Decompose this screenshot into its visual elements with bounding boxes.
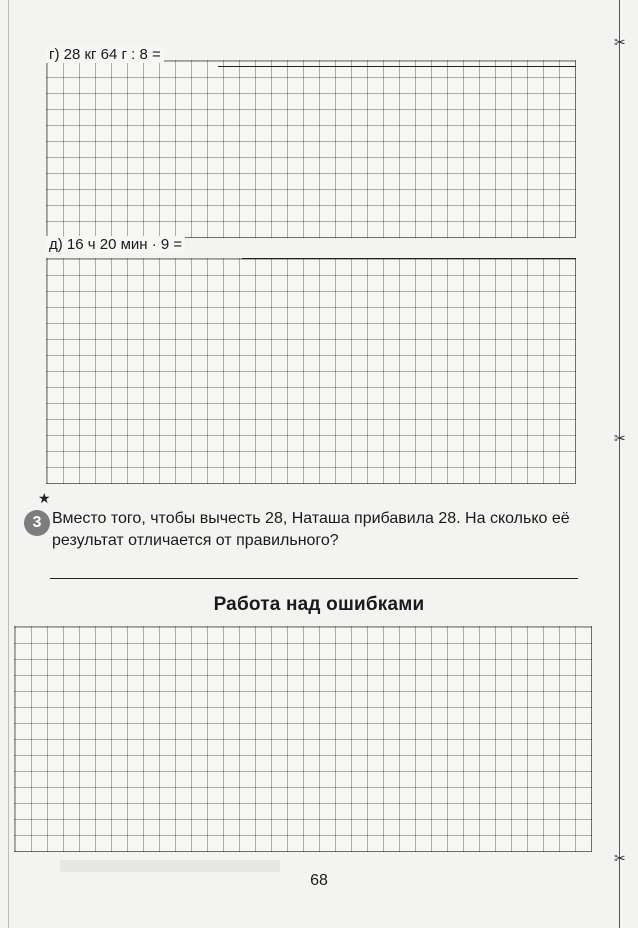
scissors-icon: ✂ [614,34,626,50]
scissors-icon: ✂ [614,850,626,866]
task-3-text: Вместо того, чтобы вычесть 28, Наташа прибавила 28. На сколько её результат отличается от правильного? [52,510,570,549]
answer-line-task3[interactable] [50,578,578,579]
task-number-badge: 3 [24,510,50,536]
task-g-expression: г) 28 кг 64 г : 8 = [46,46,164,63]
cut-line [619,0,620,928]
answer-line-g[interactable] [218,66,576,67]
task-d-expression: д) 16 ч 20 мин · 9 = [46,236,185,253]
errors-heading: Работа над ошибками [213,594,425,615]
errors-grid [14,626,592,852]
answer-line-d[interactable] [242,258,576,259]
show-through-text [60,860,280,872]
page-edge-left [8,0,9,928]
scissors-icon: ✂ [614,430,626,446]
page-number: 68 [310,872,328,889]
star-icon: ★ [38,490,51,506]
squared-grid-g [46,60,576,238]
squared-grid-d [46,258,576,484]
